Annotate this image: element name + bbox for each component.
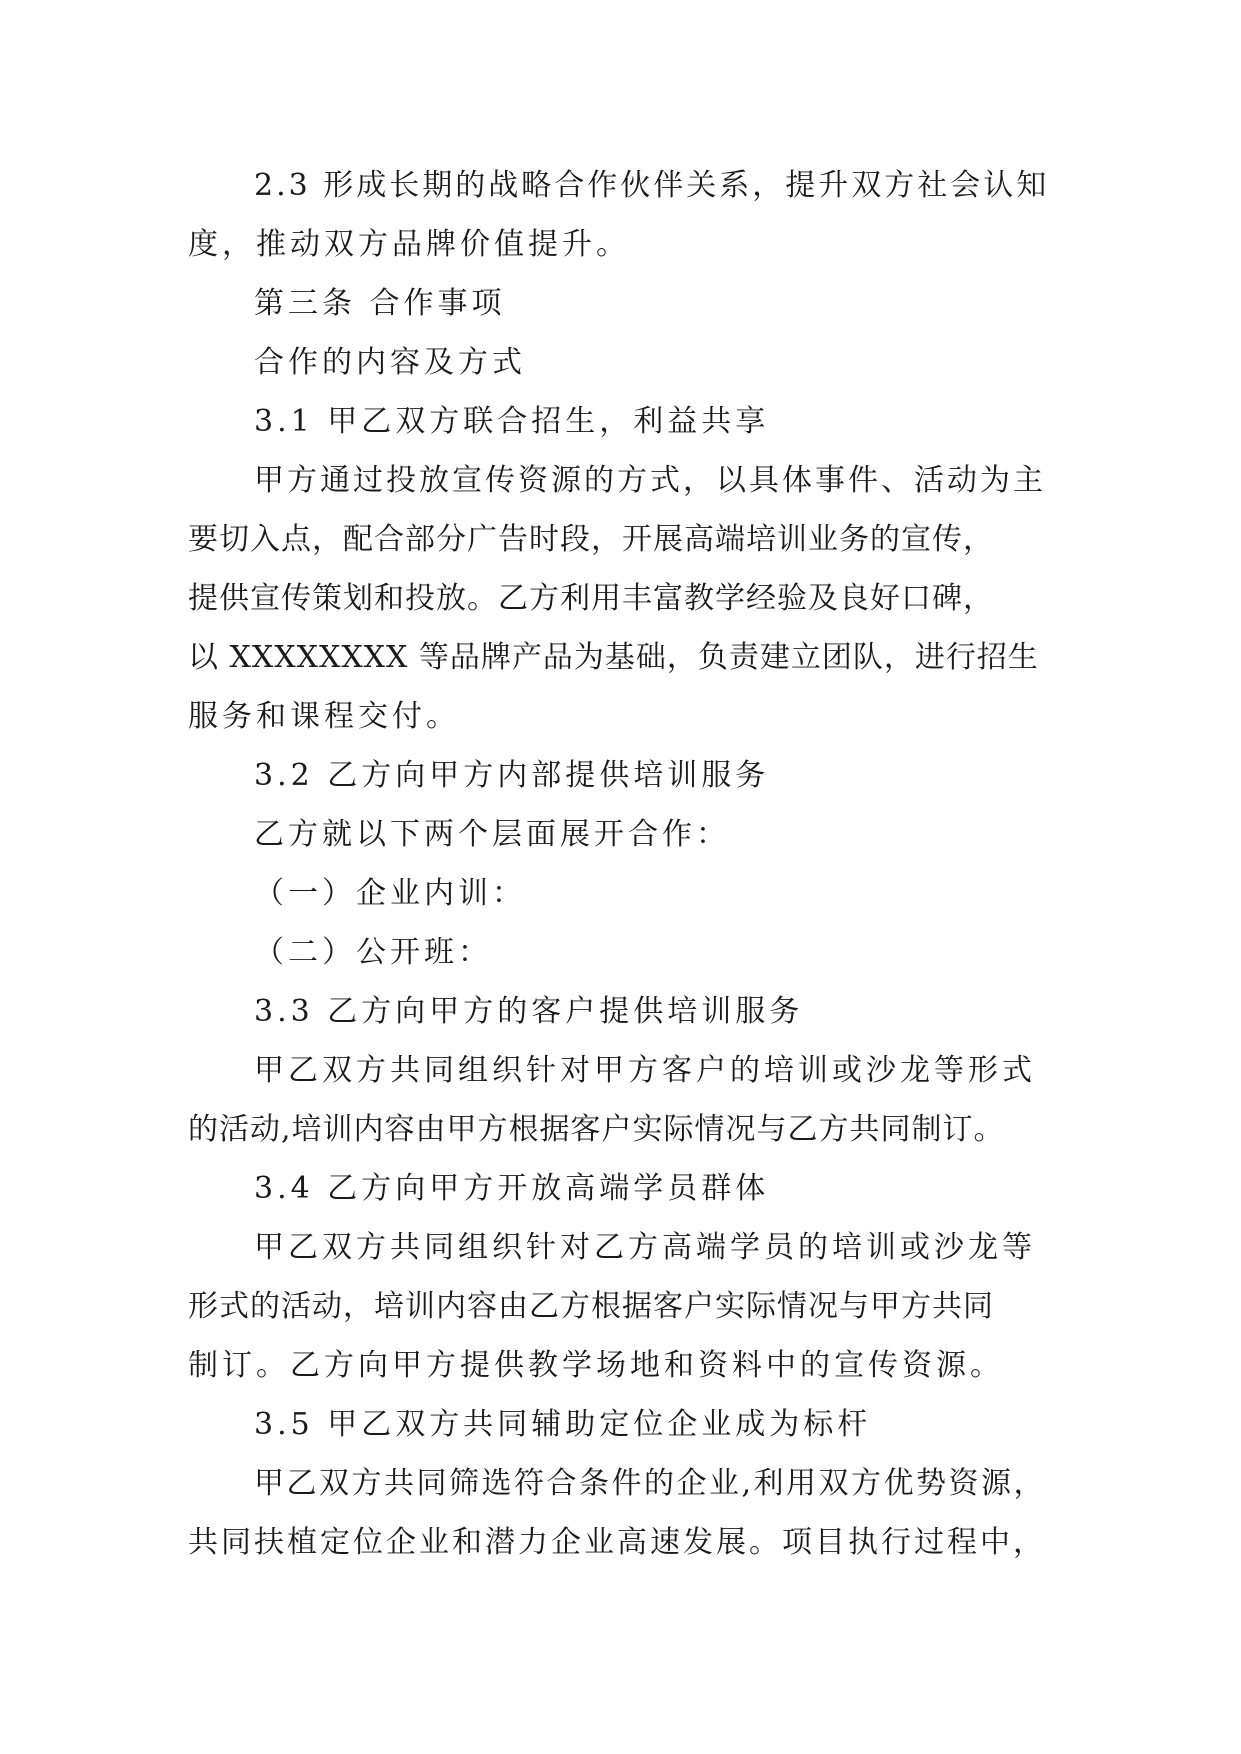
paragraph-line: 甲乙双方共同组织针对甲方客户的培训或沙龙等形式 <box>254 1053 1036 1088</box>
paragraph-line: 甲方通过投放宣传资源的方式，以具体事件、活动为主 <box>254 463 1046 498</box>
list-item: （一）企业内训： <box>254 876 526 911</box>
paragraph-line: 2.3 形成长期的战略合作伙伴关系，提升双方社会认知 <box>254 168 1050 203</box>
subsection-heading: 3.1 甲乙双方联合招生，利益共享 <box>254 404 770 439</box>
paragraph-line: 的活动,培训内容由甲方根据客户实际情况与乙方共同制订。 <box>188 1112 1005 1147</box>
section-heading: 第三条 合作事项 <box>254 286 506 321</box>
paragraph-line: 共同扶植定位企业和潜力企业高速发展。项目执行过程中， <box>188 1525 1046 1560</box>
subsection-heading: 3.4 乙方向甲方开放高端学员群体 <box>254 1171 770 1206</box>
paragraph-line: 乙方就以下两个层面展开合作： <box>254 817 730 852</box>
subsection-heading: 3.2 乙方向甲方内部提供培训服务 <box>254 758 770 793</box>
document-body <box>188 156 1050 1572</box>
paragraph-line: 制订。乙方向甲方提供教学场地和资料中的宣传资源。 <box>188 1348 1004 1383</box>
paragraph-line: 提供宣传策划和投放。乙方利用丰富教学经验及良好口碑， <box>188 581 994 616</box>
paragraph-line: 要切入点，配合部分广告时段，开展高端培训业务的宣传， <box>188 522 994 557</box>
paragraph-line: 甲乙双方共同组织针对乙方高端学员的培训或沙龙等 <box>254 1230 1036 1265</box>
paragraph-line: 甲乙双方共同筛选符合条件的企业,利用双方优势资源， <box>254 1466 1047 1501</box>
subsection-heading: 3.5 甲乙双方共同辅助定位企业成为标杆 <box>254 1407 872 1442</box>
subsection-heading: 3.3 乙方向甲方的客户提供培训服务 <box>254 994 804 1029</box>
paragraph-line: 服务和课程交付。 <box>188 699 460 734</box>
paragraph-line: 合作的内容及方式 <box>254 345 526 380</box>
paragraph-line: 度，推动双方品牌价值提升。 <box>188 227 630 262</box>
list-item: （二）公开班： <box>254 935 492 970</box>
paragraph-line: 形式的活动，培训内容由乙方根据客户实际情况与甲方共同 <box>188 1289 994 1324</box>
paragraph-line: 以 XXXXXXXX 等品牌产品为基础，负责建立团队，进行招生 <box>188 640 1039 675</box>
